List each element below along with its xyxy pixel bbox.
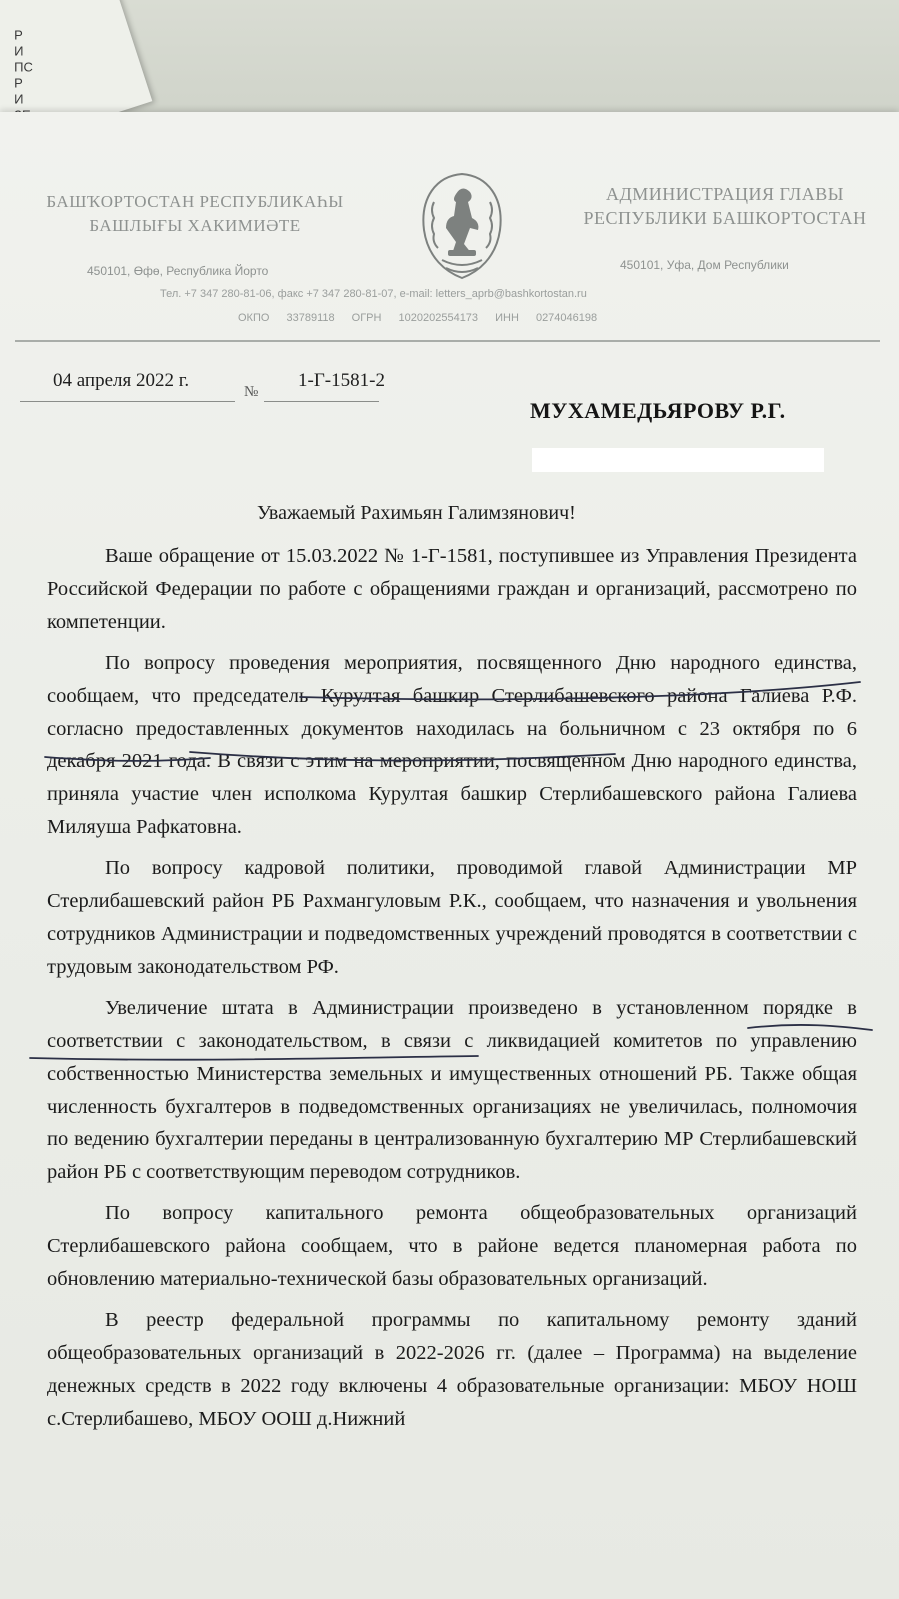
date-underline xyxy=(20,401,235,402)
right-address: 450101, Уфа, Дом Республики xyxy=(620,258,789,272)
right-org-line-2: РЕСПУБЛИКИ БАШКОРТОСТАН xyxy=(583,208,867,228)
letterhead-left-org xyxy=(0,190,390,238)
letter-page xyxy=(0,112,899,1599)
outgoing-number: 1-Г-1581-2 xyxy=(298,370,385,391)
right-org-line-1: АДМИНИСТРАЦИЯ ГЛАВЫ xyxy=(606,184,844,204)
letterhead-divider xyxy=(15,340,880,342)
left-address: 450101, Өфө, Республика Йорто xyxy=(87,264,269,278)
underlying-sheet-text: Р И ПС Р И xyxy=(14,27,33,107)
salutation: Уважаемый Рахимьян Галимзянович! xyxy=(257,502,576,524)
number-sign: № xyxy=(244,384,259,400)
left-org-line-1: БАШҠОРТОСТАН РЕСПУБЛИКАҺЫ xyxy=(46,192,344,211)
contacts-line: Тел. +7 347 280-81-06, факс +7 347 280-81-07, e-mail: letters_aprb@bashkortostan.ru xyxy=(160,288,587,300)
letterhead-right-org xyxy=(555,182,895,230)
letter-body xyxy=(47,540,857,1444)
number-underline xyxy=(264,401,379,402)
coat-of-arms-icon xyxy=(416,168,508,288)
paragraph: В реестр федеральной программы по капитальному ремонту зданий общеобразовательных организаций в 2022-2026 гг. (далее – Программа) на выделение денежных средств в 2022 году включены 4 образовательные организации: МБОУ НОШ с.Стерлибашево, МБОУ ООШ д.Нижний xyxy=(47,1308,857,1430)
letter-date: 04 апреля 2022 г. xyxy=(53,370,190,391)
paragraph: По вопросу проведения мероприятия, посвященного Дню народного единства, сообщаем, что председатель Курултая башкир Стерлибашевского района Галиева Р.Ф. согласно предоставленных документов находилась на больничном с 23 октября по 6 декабря 2021 года. В связи с этим на мероприятии, посвященном Дню народного единства, приняла участие член исполкома Курултая башкир Стерлибашевского района Галиева Миляуша Рафкатовна. xyxy=(47,651,857,839)
paragraph: По вопросу кадровой политики, проводимой главой Администрации МР Стерлибашевский район РБ Рахмангуловым Р.К., сообщаем, что назначения и увольнения сотрудников Администрации и подведомственных учреждений проводятся в соответствии с трудовым законодательством РФ. xyxy=(47,857,857,978)
addressee-name: МУХАМЕДЬЯРОВУ Р.Г. xyxy=(530,398,786,423)
paragraph: По вопросу капитального ремонта общеобразовательных организаций Стерлибашевского района сообщаем, что в районе ведется планомерная работа по обновлению материально-технической базы образовательных организаций. xyxy=(47,1202,857,1291)
registry-codes: ОКПО 33789118 ОГРН 1020202554173 ИНН 0274046198 xyxy=(238,312,598,324)
paragraph: Ваше обращение от 15.03.2022 № 1-Г-1581, поступившее из Управления Президента Российской Федерации по работе с обращениями граждан и организаций, рассмотрено по компетенции. xyxy=(47,545,857,633)
redacted-email-block xyxy=(532,448,824,472)
paragraph: Увеличение штата в Администрации произведено в установленном порядке в соответствии с законодательством, в связи с ликвидацией комитетов по управлению собственностью Министерства земельных и имущественных отношений РБ. Также общая численность бухгалтеров в подведомственных организациях не увеличилась, полномочия по ведению бухгалтерии переданы в централизованную бухгалтерию МР Стерлибашевский район РБ с соответствующим переводом сотрудников. xyxy=(47,996,857,1184)
left-org-line-2: БАШЛЫҒЫ ХАКИМИӘТЕ xyxy=(89,216,301,235)
